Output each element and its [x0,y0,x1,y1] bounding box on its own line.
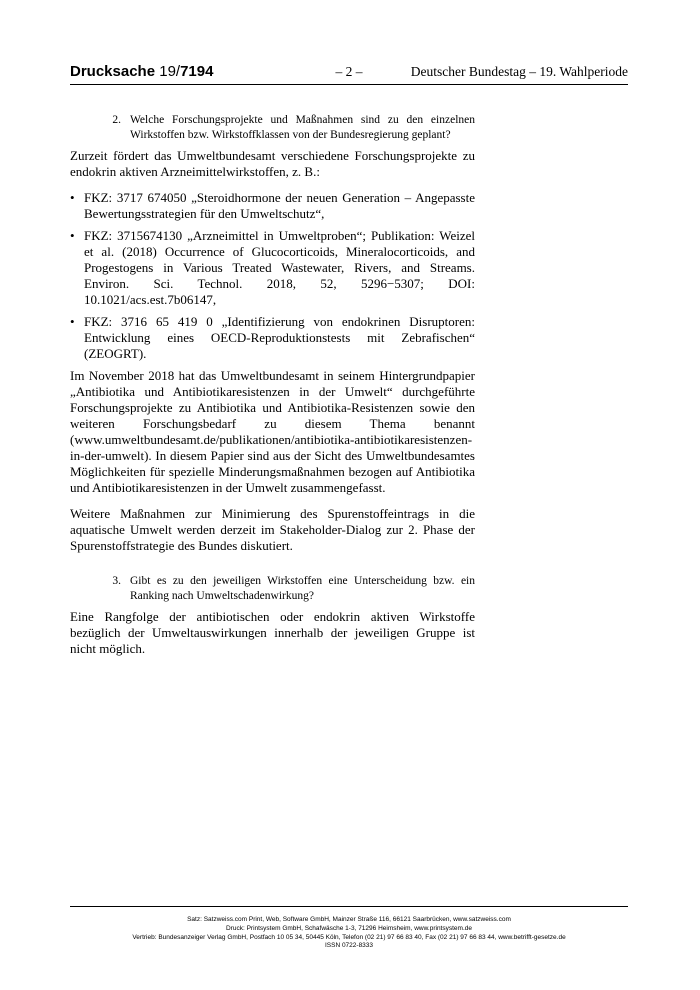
footer-line-typesetting: Satz: Satzweiss.com Print, Web, Software GmbH, Mainzer Straße 116, 66121 Saarbrücken, www.satzweiss.com [187,916,511,923]
spacer [70,564,475,574]
question-text: Welche Forschungsprojekte und Maßnahmen sind zu den einzelnen Wirkstoffen bzw. Wirkstoffklassen von der Bundesregierung geplant? [130,114,475,141]
question-2 [70,113,475,142]
bullet-icon: • [70,314,75,329]
list-item-text: FKZ: 3717 674050 „Steroidhormone der neuen Generation – Angepasste Bewertungsstrategien für den Umweltschutz“, [84,190,475,221]
list-item [70,314,475,362]
footer-divider [70,906,628,907]
page-number: – 2 – [335,64,363,79]
doc-number-prefix: 19/ [159,63,181,80]
footer-line-issn: ISSN 0722-8333 [324,942,374,950]
answer-2-paragraph-3: Weitere Maßnahmen zur Minimierung des Spurenstoffeintrags in die aquatische Umwelt werden derzeit im Stakeholder-Dialog zur 2. Phase der Spurenstoffstrategie des Bundes diskutiert. [70,506,475,553]
list-item-text: FKZ: 3715674130 „Arzneimittel in Umweltproben“; Publikation: Weizel et al. (2018) Occurrence of Glucocorticoids, Mineralocorticoids, and Progestogens in Various Treated Wastewater, Rivers, and Streams. Environ. Sci. Technol. 2018, 52, 5296−5307; DOI: 10.1021/acs.est.7b06147, [84,228,475,307]
project-list [70,190,475,362]
bullet-icon: • [70,228,75,243]
question-text: Gibt es zu den jeweiligen Wirkstoffen eine Unterscheidung bzw. ein Ranking nach Umweltschadenwirkung? [130,575,475,602]
question-number: 3. [112,575,121,587]
answer-2-paragraph-2: Im November 2018 hat das Umweltbundesamt in seinem Hintergrundpapier „Antibiotika und Antibiotikaresistenzen in der Umwelt“ durchgeführte Forschungsprojekte zu Antibiotika und Antibiotika-Resistenzen sowie den weiteren Forschungsbedarf zu diesem Thema benannt (www.umweltbundesamt.de/publikationen/antibiotika-antibiotikaresistenzen-in-der-umwelt). In diesem Papier sind aus der Sicht des Umweltbundesamtes Möglichkeiten für spezielle Minderungsmaßnahmen bezogen auf Antibiotika und Antibiotikaresistenzen in der Umwelt zusammengefasst. [70,368,475,495]
answer-3: Eine Rangfolge der antibiotischen oder endokrin aktiven Wirkstoffe bezüglich der Umweltauswirkungen innerhalb der jeweiligen Gruppe ist nicht möglich. [70,609,475,656]
doc-label: Drucksache [70,63,156,80]
list-item-text: FKZ: 3716 65 419 0 „Identifizierung von endokrinen Disruptoren: Entwicklung eines OECD-Reproduktionstests mit Zebrafischen“ (ZEOGRT). [84,314,475,361]
question-number: 2. [112,114,121,126]
page-body [70,113,475,667]
page-footer [70,916,628,951]
page-header [70,62,628,85]
list-item [70,228,475,308]
bullet-icon: • [70,190,75,205]
publisher: Deutscher Bundestag – 19. Wahlperiode [410,64,628,79]
doc-number-main: 7194 [180,63,214,80]
footer-line-printing: Druck: Printsystem GmbH, Schafwäsche 1-3, 71296 Heimsheim, www.printsystem.de [225,924,472,932]
question-3 [70,574,475,603]
footer-line-distribution: Vertrieb: Bundesanzeiger Verlag GmbH, Postfach 10 05 34, 50445 Köln, Telefon (02 21) 97 66 83 40, Fax (02 21) 97 66 83 44, www.betrifft-gesetze.de [132,933,566,941]
answer-2-intro: Zurzeit fördert das Umweltbundesamt verschiedene Forschungsprojekte zu endokrin aktiven Arzneimittelwirkstoffen, z. B.: [70,148,475,179]
list-item [70,190,475,222]
